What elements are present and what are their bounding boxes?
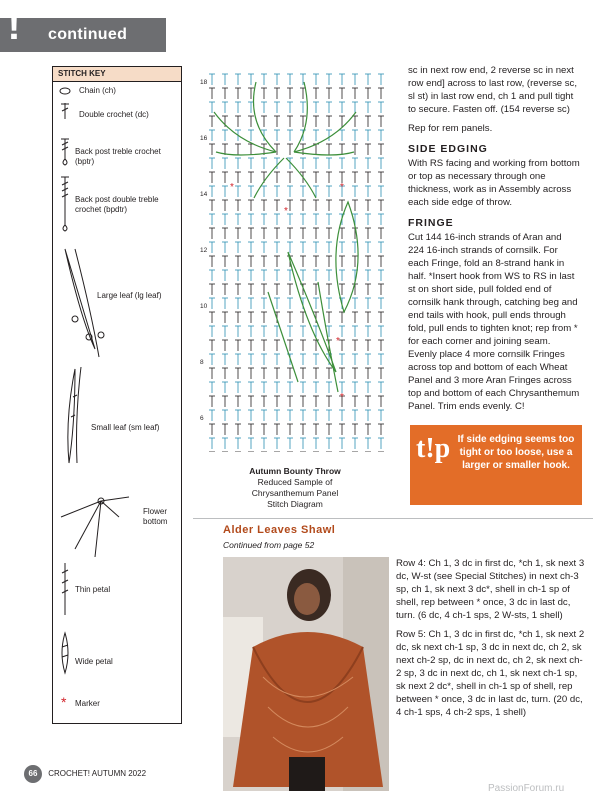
page-number: 66 <box>24 765 42 783</box>
tip-logo: t!p <box>416 433 451 464</box>
svg-text:*: * <box>340 392 344 403</box>
section-tab <box>0 4 166 52</box>
small-leaf-symbol <box>68 367 81 463</box>
key-large-leaf-label: Large leaf (lg leaf) <box>97 291 162 300</box>
tip-box <box>410 425 582 505</box>
stitch-key <box>52 66 182 724</box>
key-bptr-label: Back post treble crochet (bptr) <box>75 147 161 166</box>
row-number: 10 <box>200 303 208 310</box>
key-thin-petal-label: Thin petal <box>75 585 111 594</box>
heading-fringe: FRINGE <box>408 217 454 229</box>
tip-text: If side edging seems too tight or too loose, use a larger or smaller hook. <box>457 434 575 471</box>
caption-title: Autumn Bounty Throw <box>249 466 341 476</box>
key-dc-label: Double crochet (dc) <box>79 110 149 119</box>
magazine-name: CROCHET! AUTUMN 2022 <box>48 769 147 778</box>
paragraph: Cut 144 16-inch strands of Aran and 224 16-inch strands of cornsilk. For each Fringe, fold an 8-strand hank in half. *Insert hook from WS to RS in last st on short side, pull folded end of cornsilk hank through, catching beg and end tails with hook, pull ends through fold, pull ends to tighten knot; rep from * for each corner and joining seam. Evenly place 4 more cornsilk Fringes across top and bottom of each Wheat Panel and 3 more Aran Fringes across top and bottom of each Chrysanthemum Panel. Trim ends evenly. C! <box>408 232 580 412</box>
key-flower-bottom-label: Flower bottom <box>143 507 168 526</box>
svg-text:*: * <box>230 182 234 193</box>
row-4: Row 4: Ch 1, 3 dc in first dc, *ch 1, sk next 3 dc, W-st (see Special Stitches) in next ch-3 sp, ch 1, sk next 3 dc*, shell in ch-1 sp of shell, rep between * once, 3 dc in last dc, turn. (6 dc, 4 ch-1 sps, 2 W-sts, 1 shell) <box>396 558 585 621</box>
large-leaf-symbol <box>65 249 104 357</box>
flower-bottom-symbol <box>61 497 129 557</box>
paragraph: With RS facing and working from bottom or top as necessary through one thickness, work as in Assembly across each side edge of throw. <box>408 158 580 208</box>
chain-symbol <box>60 88 70 94</box>
svg-text:*: * <box>284 206 288 217</box>
wide-petal-symbol <box>62 633 68 673</box>
exclamation-mark: ! <box>7 4 21 48</box>
row-number: 14 <box>200 191 208 198</box>
heading-side-edging: SIDE EDGING <box>408 143 488 155</box>
shawl-photo <box>223 557 389 791</box>
stitch-diagram <box>198 62 400 452</box>
svg-text:*: * <box>336 336 340 347</box>
thin-petal-symbol <box>62 563 68 615</box>
stitch-key-heading: STITCH KEY <box>53 67 181 82</box>
row-numbers <box>200 79 208 422</box>
row-number: 8 <box>200 359 204 366</box>
bpdtr-symbol <box>61 177 69 231</box>
marker-symbol: * <box>61 694 67 710</box>
key-chain-label: Chain (ch) <box>79 86 116 95</box>
paragraph: sc in next row end, 2 reverse sc in next row end] across to last row, (reverse sc, sl st) in last row end, ch 1 and pull tight to secure. Fasten off. (154 reverse sc) <box>408 65 578 115</box>
instructions-column <box>408 64 580 419</box>
row-number: 18 <box>200 79 208 86</box>
page-footer <box>24 765 146 783</box>
watermark: PassionForum.ru <box>488 783 565 794</box>
row-number: 12 <box>200 247 208 254</box>
row-number: 6 <box>200 415 204 422</box>
dc-symbol <box>61 103 69 119</box>
shawl-subtitle: Continued from page 52 <box>223 540 315 550</box>
shawl-title: Alder Leaves Shawl <box>223 524 336 536</box>
row-5: Row 5: Ch 1, 3 dc in first dc, *ch 1, sk next 2 dc, sk next ch-1 sp, 3 dc in next dc, ch 2, sk next ch-2 sp, dc in next dc, ch 2, sk next ch-2 sp, 3 dc in next dc, ch 1, sk next ch-1 sp, sk next 2 dc*, shell in ch-1 sp of shell, rep between * once, 3 dc in last dc, turn. (20 dc, 4 ch-1 sps, 4 ch-2 sps, 1 shell) <box>396 629 585 718</box>
key-marker-label: Marker <box>75 699 100 708</box>
key-bpdtr-label: Back post double treble crochet (bpdtr) <box>75 195 159 214</box>
key-wide-petal-label: Wide petal <box>75 657 113 666</box>
row-number: 16 <box>200 135 208 142</box>
markers <box>230 182 344 403</box>
bptr-symbol <box>61 139 69 165</box>
shawl-instructions <box>396 557 586 725</box>
svg-text:*: * <box>340 182 344 193</box>
section-label: continued <box>48 26 128 43</box>
caption-line: Reduced Sample of <box>257 477 333 487</box>
caption-line: Chrysanthemum Panel <box>251 488 339 498</box>
key-small-leaf-label: Small leaf (sm leaf) <box>91 423 160 432</box>
diagram-caption <box>210 466 380 510</box>
paragraph: Rep for rem panels. <box>408 123 493 134</box>
caption-line: Stitch Diagram <box>267 499 323 509</box>
section-divider <box>193 518 593 519</box>
